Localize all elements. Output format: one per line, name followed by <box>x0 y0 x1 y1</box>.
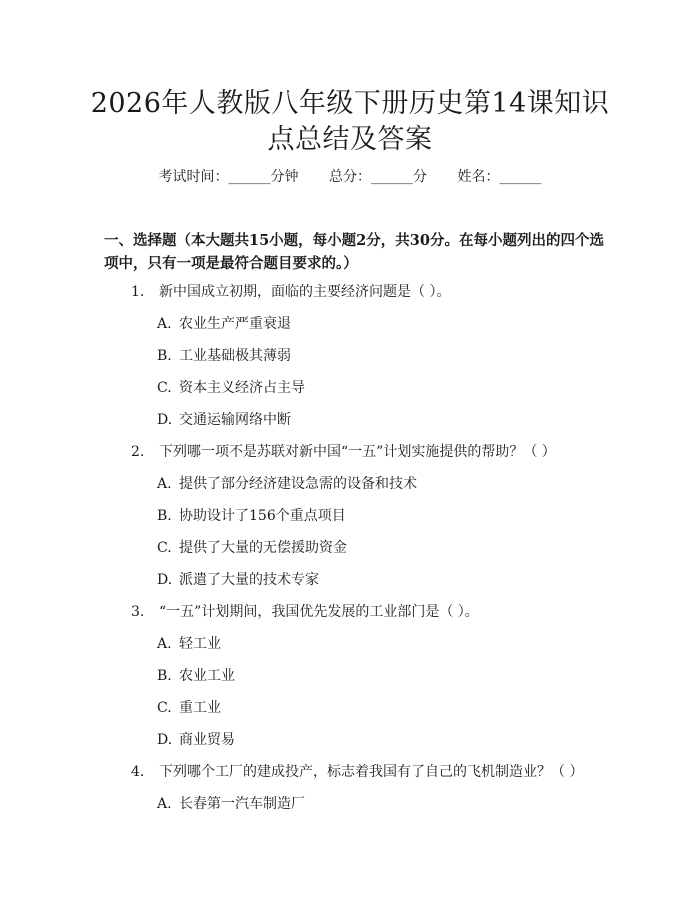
question-1-option-c <box>157 378 305 398</box>
question-1-option-b <box>157 346 291 366</box>
question-1 <box>131 282 450 302</box>
question-number: 3. <box>131 604 145 620</box>
option-text: 工业基础极其薄弱 <box>179 348 291 364</box>
question-3 <box>131 602 479 622</box>
question-2-option-b <box>157 506 346 526</box>
option-letter: C. <box>157 380 172 396</box>
question-number: 1. <box>131 284 145 300</box>
name-blank: ______ <box>499 169 542 185</box>
question-4-option-a <box>157 794 305 814</box>
section-1-header: 一、选择题（本大题共15小题，每小题2分，共30分。在每小题列出的四个选项中，只有一项是最符合题目要求的。） <box>104 232 604 272</box>
option-letter: C. <box>157 540 172 556</box>
option-letter: A. <box>157 316 172 332</box>
question-3-option-d <box>157 730 235 750</box>
option-text: 提供了部分经济建设急需的设备和技术 <box>179 476 417 492</box>
question-2-option-c <box>157 538 347 558</box>
option-letter: A. <box>157 796 172 812</box>
option-letter: D. <box>157 412 173 428</box>
option-letter: B. <box>157 348 172 364</box>
option-text: 提供了大量的无偿援助资金 <box>179 540 347 556</box>
option-text: 农业工业 <box>179 668 235 684</box>
total-score-unit: 分 <box>413 169 427 185</box>
question-3-option-a <box>157 634 221 654</box>
exam-time-label: 考试时间： <box>158 169 229 185</box>
question-number: 2. <box>131 444 145 460</box>
name-label: 姓名： <box>457 169 500 185</box>
option-text: 派遣了大量的技术专家 <box>179 572 319 588</box>
option-text: 农业生产严重衰退 <box>179 316 291 332</box>
document-title-line-2: 点总结及答案 <box>267 124 433 155</box>
question-2-option-d <box>157 570 319 590</box>
question-number: 4. <box>131 764 145 780</box>
question-1-option-a <box>157 314 291 334</box>
exam-time-unit: 分钟 <box>270 169 299 185</box>
question-3-option-b <box>157 666 235 686</box>
question-2-option-a <box>157 474 417 494</box>
option-text: 轻工业 <box>179 636 221 652</box>
option-text: 交通运输网络中断 <box>179 412 291 428</box>
option-letter: B. <box>157 508 172 524</box>
question-3-option-c <box>157 698 221 718</box>
total-score-label: 总分： <box>329 169 371 185</box>
question-text: 下列哪个工厂的建成投产，标志着我国有了自己的飞机制造业？（ ） <box>159 764 584 780</box>
option-letter: D. <box>157 572 173 588</box>
question-1-option-d <box>157 410 291 430</box>
option-text: 协助设计了156个重点项目 <box>179 508 346 524</box>
option-letter: C. <box>157 700 172 716</box>
option-letter: A. <box>157 636 172 652</box>
question-text: 新中国成立初期，面临的主要经济问题是（ ）。 <box>159 284 451 300</box>
option-letter: A. <box>157 476 172 492</box>
question-text: 下列哪一项不是苏联对新中国“一五”计划实施提供的帮助？（ ） <box>159 444 556 460</box>
question-4 <box>131 762 583 782</box>
question-2 <box>131 442 556 462</box>
option-text: 商业贸易 <box>179 732 235 748</box>
exam-time-blank: ______ <box>228 169 271 185</box>
question-text: “一五”计划期间，我国优先发展的工业部门是（ ）。 <box>159 604 479 620</box>
option-letter: D. <box>157 732 173 748</box>
option-text: 重工业 <box>179 700 221 716</box>
option-text: 资本主义经济占主导 <box>179 380 305 396</box>
total-score-blank: ______ <box>371 169 413 185</box>
option-letter: B. <box>157 668 172 684</box>
option-text: 长春第一汽车制造厂 <box>179 796 305 812</box>
exam-info <box>0 166 700 188</box>
document-title-line-1: 2026年人教版八年级下册历史第14课知识 <box>90 88 610 119</box>
